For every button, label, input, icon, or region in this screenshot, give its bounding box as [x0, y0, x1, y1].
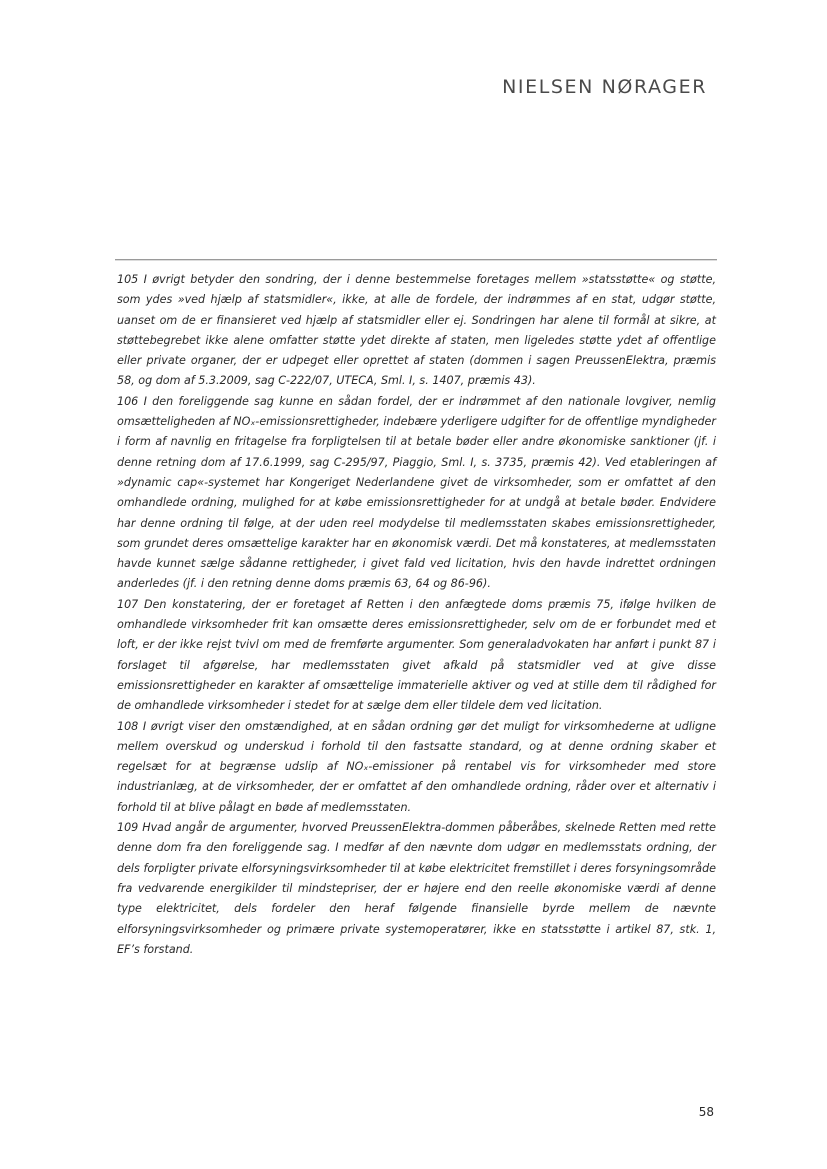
paragraph-109: 109 Hvad angår de argumenter, hvorved PreussenElektra-dommen påberåbes, skelnede Retten med rette denne dom fra den foreliggende sag. I medfør af den nævnte dom udgør en medlemsstats ordning, der dels forpligter private elforsyningsvirksomheder til at købe elektricitet fremstillet i deres forsyningsområde fra vedvarende energikilder til mindstepriser, der er højere end den reelle økonomiske værdi af denne type elektricitet, dels fordeler den heraf følgende finansielle byrde mellem de nævnte elforsyningsvirksomheder og primære private systemoperatører, ikke en statsstøtte i artikel 87, stk. 1, EF’s forstand.	[117, 821, 716, 956]
paragraph-108: 108 I øvrigt viser den omstændighed, at en sådan ordning gør det muligt for virksomhederne at udligne mellem overskud og underskud i forhold til den fastsatte standard, og at denne ordning skaber et regelsæt for at begrænse udslip af NOₓ-emissioner på rentabel vis for virksomheder med store industrianlæg, at de virksomheder, der er omfattet af den omhandlede ordning, råder over et alternativ i forhold til at blive pålagt en bøde af medlemsstaten.	[117, 719, 716, 814]
page-number: 58	[698, 1105, 714, 1119]
paragraph-106: 106 I den foreliggende sag kunne en sådan fordel, der er indrømmet af den nationale lovgiver, nemlig omsætteligheden af NOₓ-emissionsrettigheder, indebære yderligere udgifter for de offentlige myndigheder i form af navnlig en fritagelse fra forpligtelsen til at betale bøder eller andre økonomiske sanktioner (jf. i denne retning dom af 17.6.1999, sag C-295/97, Piaggio, Sml. I, s. 3735, præmis 42). Ved etableringen af »dynamic cap«-systemet har Kongeriget Nederlandene givet de virksomheder, som er omfattet af den omhandlede ordning, mulighed for at købe emissionsrettigheder for at undgå at betale bøder. Endvidere har denne ordning til følge, at der uden reel modydelse til medlemsstaten skabes emissionsrettigheder, som grundet deres omsættelige karakter har en økonomisk værdi. Det må konstateres, at medlemsstaten havde kunnet sælge sådanne rettigheder, i givet fald ved licitation, hvis den havde indrettet ordningen anderledes (jf. i den retning denne doms præmis 63, 64 og 86-96).	[117, 394, 716, 591]
document-body	[117, 270, 716, 960]
paragraph-105: 105 I øvrigt betyder den sondring, der i denne bestemmelse foretages mellem »statsstøtte« og støtte, som ydes »ved hjælp af statsmidler«, ikke, at alle de fordele, der indrømmes af en stat, udgør støtte, uanset om de er finansieret ved hjælp af statsmidler eller ej. Sondringen har alene til formål at sikre, at støttebegrebet ikke alene omfatter støtte ydet direkte af staten, men ligeledes støtte ydet af offentlige eller private organer, der er udpeget eller oprettet af staten (dommen i sagen PreussenElektra, præmis 58, og dom af 5.3.2009, sag C-222/07, UTECA, Sml. I, s. 1407, præmis 43).	[117, 273, 716, 388]
header-divider	[115, 259, 717, 260]
paragraph-107: 107 Den konstatering, der er foretaget af Retten i den anfægtede doms præmis 75, ifølge hvilken de omhandlede virksomheder frit kan omsætte deres emissionsrettigheder, selv om de er forbundet med et loft, er der ikke rejst tvivl om med de fremførte argumenter. Som generaladvokaten har anført i punkt 87 i forslaget til afgørelse, har medlemsstaten givet afkald på statsmidler ved at give disse emissionsrettigheder en karakter af omsættelige immaterielle aktiver og ved at stille dem til rådighed for de omhandlede virksomheder i stedet for at sælge dem eller tildele dem ved licitation.	[117, 597, 716, 713]
brand-wordmark: NIELSEN NØRAGER	[502, 76, 707, 98]
